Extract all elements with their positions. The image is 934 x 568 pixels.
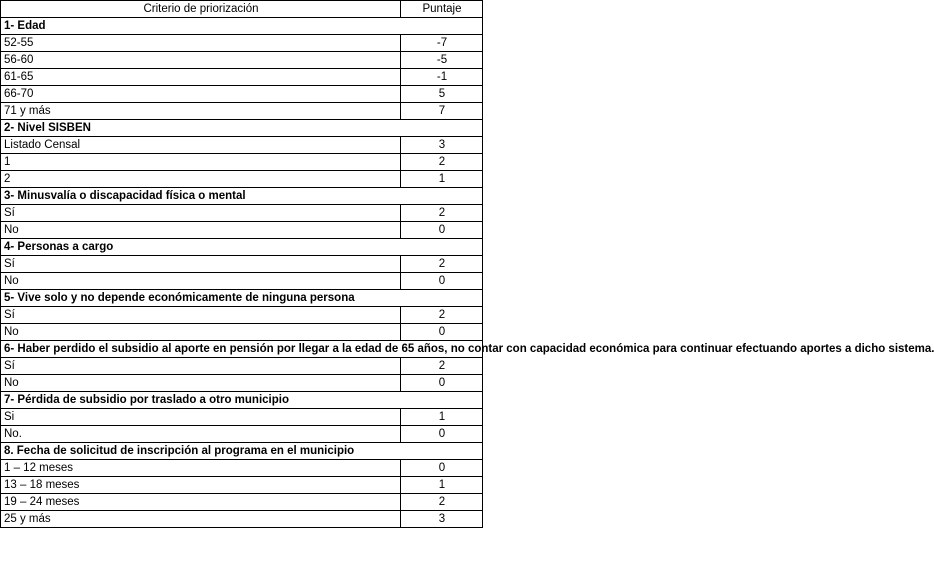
score-value: 2 [401, 307, 483, 324]
score-value: 1 [401, 477, 483, 494]
score-value: 2 [401, 154, 483, 171]
score-value: 0 [401, 426, 483, 443]
score-value: 2 [401, 256, 483, 273]
section-title: 4- Personas a cargo [1, 239, 483, 256]
table-row [1, 273, 483, 290]
table-row [1, 324, 483, 341]
section-header-row [1, 341, 483, 358]
section-title: 1- Edad [1, 18, 483, 35]
criterion-option-label: 1 – 12 meses [1, 460, 401, 477]
criterion-option-label: Sí [1, 307, 401, 324]
table-row [1, 171, 483, 188]
score-value: 0 [401, 460, 483, 477]
table-row [1, 205, 483, 222]
score-value: 0 [401, 375, 483, 392]
table-row [1, 375, 483, 392]
table-row [1, 477, 483, 494]
section-header-row [1, 443, 483, 460]
criterion-option-label: 71 y más [1, 103, 401, 120]
table-row [1, 222, 483, 239]
score-value: 3 [401, 137, 483, 154]
table-row [1, 494, 483, 511]
section-header-row [1, 18, 483, 35]
section-title: 6- Haber perdido el subsidio al aporte en pensión por llegar a la edad de 65 años, no contar con capacidad económica para continuar efectuando aportes a dicho sistema. [1, 341, 483, 358]
criterion-option-label: 19 – 24 meses [1, 494, 401, 511]
criterion-option-label: No [1, 273, 401, 290]
criterion-option-label: 13 – 18 meses [1, 477, 401, 494]
criterion-option-label: No. [1, 426, 401, 443]
table-row [1, 137, 483, 154]
section-header-row [1, 392, 483, 409]
criterion-option-label: Si [1, 409, 401, 426]
table-row [1, 86, 483, 103]
table-header-row [1, 1, 483, 18]
score-value: 5 [401, 86, 483, 103]
table-row [1, 256, 483, 273]
table-row [1, 69, 483, 86]
score-value: 1 [401, 171, 483, 188]
table-row [1, 426, 483, 443]
section-header-row [1, 188, 483, 205]
criterion-option-label: 66-70 [1, 86, 401, 103]
table-row [1, 35, 483, 52]
table-row [1, 307, 483, 324]
score-value: 1 [401, 409, 483, 426]
criterion-option-label: 2 [1, 171, 401, 188]
score-value: 7 [401, 103, 483, 120]
criterion-option-label: No [1, 222, 401, 239]
criterion-option-label: 52-55 [1, 35, 401, 52]
table-row [1, 154, 483, 171]
criterion-option-label: Listado Censal [1, 137, 401, 154]
section-title: 8. Fecha de solicitud de inscripción al programa en el municipio [1, 443, 483, 460]
section-title: 5- Vive solo y no depende económicamente de ninguna persona [1, 290, 483, 307]
table-row [1, 511, 483, 528]
score-value: -7 [401, 35, 483, 52]
score-column-header: Puntaje [401, 1, 483, 18]
score-value: -5 [401, 52, 483, 69]
section-header-row [1, 290, 483, 307]
table-row [1, 103, 483, 120]
criterion-option-label: 1 [1, 154, 401, 171]
score-value: 2 [401, 358, 483, 375]
criterion-option-label: 25 y más [1, 511, 401, 528]
score-value: 0 [401, 273, 483, 290]
score-value: 0 [401, 324, 483, 341]
section-header-row [1, 120, 483, 137]
section-title: 3- Minusvalía o discapacidad física o mental [1, 188, 483, 205]
table-body [1, 18, 934, 528]
section-title: 7- Pérdida de subsidio por traslado a otro municipio [1, 392, 483, 409]
score-value: -1 [401, 69, 483, 86]
score-value: 0 [401, 222, 483, 239]
table-row [1, 358, 483, 375]
score-value: 3 [401, 511, 483, 528]
criterion-column-header: Criterio de priorización [1, 1, 401, 18]
table-row [1, 52, 483, 69]
table-row [1, 460, 483, 477]
table-row [1, 409, 483, 426]
score-value: 2 [401, 494, 483, 511]
criterion-option-label: 56-60 [1, 52, 401, 69]
criterion-option-label: No [1, 375, 401, 392]
criterion-option-label: Sí [1, 205, 401, 222]
criterion-option-label: 61-65 [1, 69, 401, 86]
section-title: 2- Nivel SISBEN [1, 120, 483, 137]
criterion-option-label: No [1, 324, 401, 341]
section-header-row [1, 239, 483, 256]
criterion-option-label: Sí [1, 358, 401, 375]
score-value: 2 [401, 205, 483, 222]
criterion-option-label: Sí [1, 256, 401, 273]
